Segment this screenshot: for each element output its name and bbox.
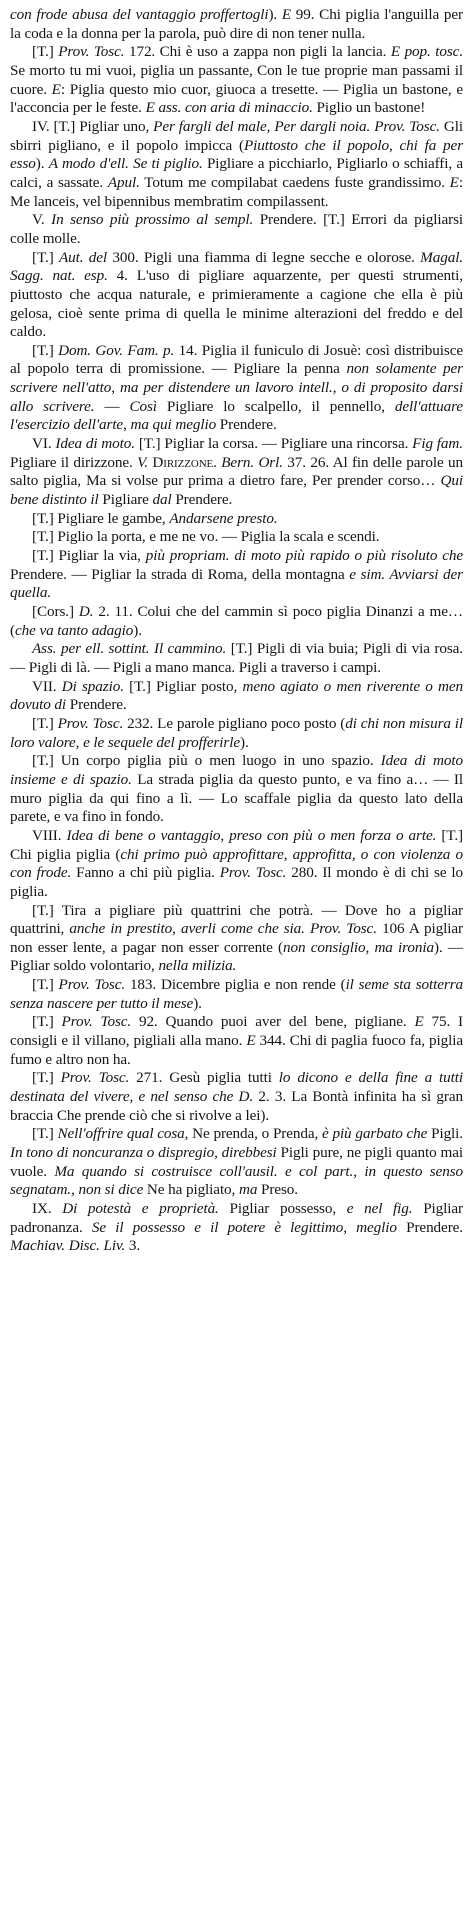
entry-paragraph: [T.] Dom. Gov. Fam. p. 14. Piglia il funiculo di Josuè: così distribuisce al popolo terra di promissione. — Pigliare la penna non solamente per scrivere nell'atto, ma per distendere un lavoro intell., o di proposito darsi allo scrivere. — Così Pigliare lo scalpello, il pennello, dell'attuare l'esercizio dell'arte, ma qui meglio Prendere. [10,341,464,434]
entry-paragraph: [T.] Prov. Tosc. 92. Quando puoi aver del bene, pigliane. E 75. I consigli e il villano, pigliali alla mano. E 344. Chi di paglia fuoco fa, piglia fumo e altro non ha. [10,1013,464,1068]
entry-paragraph: [Cors.] D. 2. 11. Colui che del cammin sì poco piglia Dinanzi a me… (che va tanto adagio). [10,603,464,639]
entry-paragraph: IV. [T.] Pigliar uno, Per fargli del male, Per dargli noia. Prov. Tosc. Gli sbirri pigliano, e il popolo impicca (Piuttosto che il popolo, chi fa per esso). A modo d'ell. Se ti piglio. Pigliare a picchiarlo, Pigliarlo o schiaffi, a calci, a sassate. Apul. Totum me compilabat caedens fuste grandissimo. E: Me lanceis, vel bipennibus membratim compilassent. [10,117,463,210]
entry-paragraph: [T.] Prov. Tosc. 183. Dicembre piglia e non rende (il seme sta sotterra senza nascere per tutto il mese). [10,976,464,1012]
entry-paragraph: [T.] Aut. del 300. Pigli una fiamma di legne secche e olorose. Magal. Sagg. nat. esp. 4. L'uso di pigliare aquarzente, per questi strumenti, piuttosto che acqua naturale, e primieramente a cagione che ella è più gelosa, cioè sente prima di quella le minime alterazioni del freddo e del caldo. [10,248,464,341]
entry-paragraph: [T.] Piglio la porta, e me ne vo. — Piglia la scala e scendi. [32,528,380,546]
entry-paragraph: [T.] Un corpo piglia più o men luogo in uno spazio. Idea di moto insieme e di spazio. La strada piglia da questo punto, e va fino a… — Il muro piglia da qui fino a lì. — Lo scaffale piglia da questo lato della parete, e va fino in fondo. [10,752,463,826]
entry-paragraph: VII. Di spazio. [T.] Pigliar posto, meno agiato o men riverente o men dovuto di Prendere. [10,677,463,714]
entry-paragraph: [T.] Pigliare le gambe, Andarsene presto. [32,509,278,527]
entry-paragraph: [T.] Pigliar la via, più propriam. di moto più rapido o più risoluto che Prendere. — Pigliar la strada di Roma, della montagna e sim. Avviarsi der quella. [10,547,463,602]
entry-paragraph: [T.] Prov. Tosc. 172. Chi è uso a zappa non pigli la lancia. E pop. tosc. Se morto tu mi vuoi, piglia un passante, Con le tue proprie man passami il cuore. E: Piglia questo mio cuor, giuoca a tresette. — Piglia un bastone, e l'acconcia per le feste. E ass. con aria di minaccio. Piglio un bastone! [10,43,464,117]
entry-paragraph: [T.] Nell'offrire qual cosa, Ne prenda, o Prenda, è più garbato che Pigli. In tono di noncuranza o dispregio, direbbesi Pigli pure, ne pigli quanto mai vuole. Ma quando si costruisce coll'ausil. e col part., in questo senso segnatam., non si dice Ne ha pigliato, ma Preso. [10,1125,463,1199]
entry-paragraph: IX. Di potestà e proprietà. Pigliar possesso, e nel fig. Pigliar padronanza. Se il possesso e il potere è legittimo, meglio Prendere. Machiav. Disc. Liv. 3. [10,1200,464,1255]
entry-paragraph: con frode abusa del vantaggio proffertogli). E 99. Chi piglia l'anguilla per la coda e la donna per la parola, può dire di non tener nulla. [10,6,463,42]
entry-paragraph: [T.] Tira a pigliare più quattrini che potrà. — Dove ho a pigliar quattrini, anche in prestito, averli come che sia. Prov. Tosc. 106 A pigliar non esser lente, a pagar non esser corrente (non consiglio, ma ironia). — Pigliar soldo volontario, nella milizia. [10,901,464,975]
entry-paragraph: [T.] Prov. Tosc. 232. Le parole pigliano poco posto (di chi non misura il loro valore, e le sequele del profferirle). [10,714,464,751]
entry-paragraph: V. In senso più prossimo al sempl. Prendere. [T.] Errori da pigliarsi colle molle. [10,211,464,247]
entry-paragraph: VI. Idea di moto. [T.] Pigliar la corsa. — Pigliare una rincorsa. Fig fam. Pigliare il dirizzone. V. Dirizzone. Bern. Orl. 37. 26. Al fin delle parole un salto piglia, Ma si volse pur prima a dietro fare, Per prender corso… Qui bene distinto il Pigliare dal Prendere. [10,435,463,509]
entry-paragraph: VIII. Idea di bene o vantaggio, preso con più o men forza o arte. [T.] Chi piglia piglia (chi primo può approfittare, approfitta, o con violenza o con frode. Fanno a chi più piglia. Prov. Tosc. 280. Il mondo è di chi se lo piglia. [10,826,464,900]
entry-paragraph: [T.] Prov. Tosc. 271. Gesù piglia tutti lo dicono e della fine a tutti destinata del vivere, e nel senso che D. 2. 3. La Bontà infinita ha sì gran braccia Che prende ciò che si rivolve a lei). [10,1069,463,1124]
entry-paragraph: Ass. per ell. sottint. Il cammino. [T.] Pigli di via buia; Pigli di via rosa. — Pigli di là. — Pigli a mano manca. Pigli a traverso i campi. [10,640,463,676]
